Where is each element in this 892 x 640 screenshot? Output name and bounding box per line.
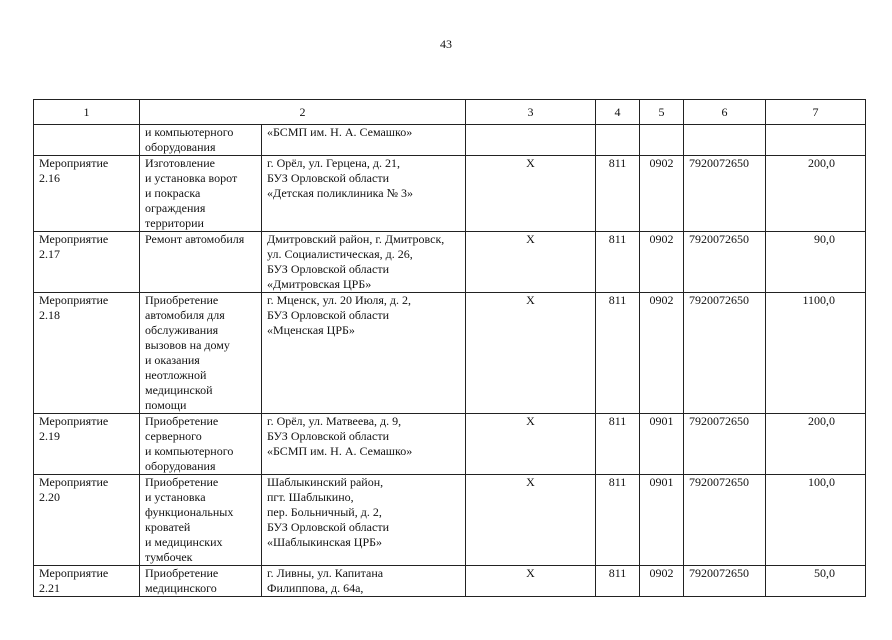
mark-cell: X [466, 475, 596, 566]
col-header-1: 1 [34, 100, 140, 125]
target-cell [684, 125, 766, 156]
event-cell: Мероприятие 2.18 [34, 293, 140, 414]
target-cell: 7920072650 [684, 156, 766, 232]
code-cell: 811 [596, 293, 640, 414]
address-cell: г. Орёл, ул. Матвеева, д. 9, БУЗ Орловской области «БСМП им. Н. А. Семашко» [262, 414, 466, 475]
page-number: 43 [440, 37, 452, 51]
description-cell: Приобретение серверного и компьютерного оборудования [140, 414, 262, 475]
mark-cell: X [466, 232, 596, 293]
description-cell: и компьютерного оборудования [140, 125, 262, 156]
mark-cell: X [466, 566, 596, 597]
code-cell: 811 [596, 414, 640, 475]
table-row [34, 414, 866, 475]
target-cell: 7920072650 [684, 232, 766, 293]
code-cell: 811 [596, 475, 640, 566]
address-cell: г. Ливны, ул. Капитана Филиппова, д. 64а, [262, 566, 466, 597]
section-cell: 0902 [640, 232, 684, 293]
col-header-5: 5 [640, 100, 684, 125]
amount-cell [766, 125, 866, 156]
address-cell: «БСМП им. Н. А. Семашко» [262, 125, 466, 156]
target-cell: 7920072650 [684, 475, 766, 566]
table-row [34, 475, 866, 566]
section-cell: 0902 [640, 293, 684, 414]
code-cell: 811 [596, 232, 640, 293]
table-row [34, 566, 866, 597]
description-cell: Приобретение и установка функциональных кроватей и медицинских тумбочек [140, 475, 262, 566]
table-row [34, 125, 866, 156]
table-row [34, 232, 866, 293]
section-cell: 0901 [640, 475, 684, 566]
header-row [34, 100, 866, 125]
amount-cell: 50,0 [766, 566, 866, 597]
section-cell: 0902 [640, 156, 684, 232]
address-cell: г. Мценск, ул. 20 Июля, д. 2, БУЗ Орловской области «Мценская ЦРБ» [262, 293, 466, 414]
event-cell: Мероприятие 2.17 [34, 232, 140, 293]
mark-cell [466, 125, 596, 156]
description-cell: Ремонт автомобиля [140, 232, 262, 293]
col-header-2: 2 [140, 100, 466, 125]
amount-cell: 200,0 [766, 156, 866, 232]
description-cell: Приобретение медицинского [140, 566, 262, 597]
address-cell: Шаблыкинский район, пгт. Шаблыкино, пер. Больничный, д. 2, БУЗ Орловской области «Шаблыкинская ЦРБ» [262, 475, 466, 566]
event-cell: Мероприятие 2.19 [34, 414, 140, 475]
section-cell [640, 125, 684, 156]
event-cell: Мероприятие 2.16 [34, 156, 140, 232]
col-header-6: 6 [684, 100, 766, 125]
col-header-3: 3 [466, 100, 596, 125]
target-cell: 7920072650 [684, 293, 766, 414]
address-cell: г. Орёл, ул. Герцена, д. 21, БУЗ Орловской области «Детская поликлиника № 3» [262, 156, 466, 232]
section-cell: 0901 [640, 414, 684, 475]
code-cell [596, 125, 640, 156]
amount-cell: 100,0 [766, 475, 866, 566]
address-cell: Дмитровский район, г. Дмитровск, ул. Социалистическая, д. 26, БУЗ Орловской области «Дмитровская ЦРБ» [262, 232, 466, 293]
amount-cell: 1100,0 [766, 293, 866, 414]
code-cell: 811 [596, 566, 640, 597]
description-cell: Изготовление и установка ворот и покраска ограждения территории [140, 156, 262, 232]
event-cell [34, 125, 140, 156]
table-row [34, 156, 866, 232]
budget-table [33, 99, 866, 597]
event-cell: Мероприятие 2.21 [34, 566, 140, 597]
mark-cell: X [466, 293, 596, 414]
table-row [34, 293, 866, 414]
event-cell: Мероприятие 2.20 [34, 475, 140, 566]
col-header-7: 7 [766, 100, 866, 125]
amount-cell: 200,0 [766, 414, 866, 475]
target-cell: 7920072650 [684, 566, 766, 597]
mark-cell: X [466, 156, 596, 232]
target-cell: 7920072650 [684, 414, 766, 475]
mark-cell: X [466, 414, 596, 475]
section-cell: 0902 [640, 566, 684, 597]
code-cell: 811 [596, 156, 640, 232]
col-header-4: 4 [596, 100, 640, 125]
amount-cell: 90,0 [766, 232, 866, 293]
description-cell: Приобретение автомобиля для обслуживания вызовов на дому и оказания неотложной медицинской помощи [140, 293, 262, 414]
